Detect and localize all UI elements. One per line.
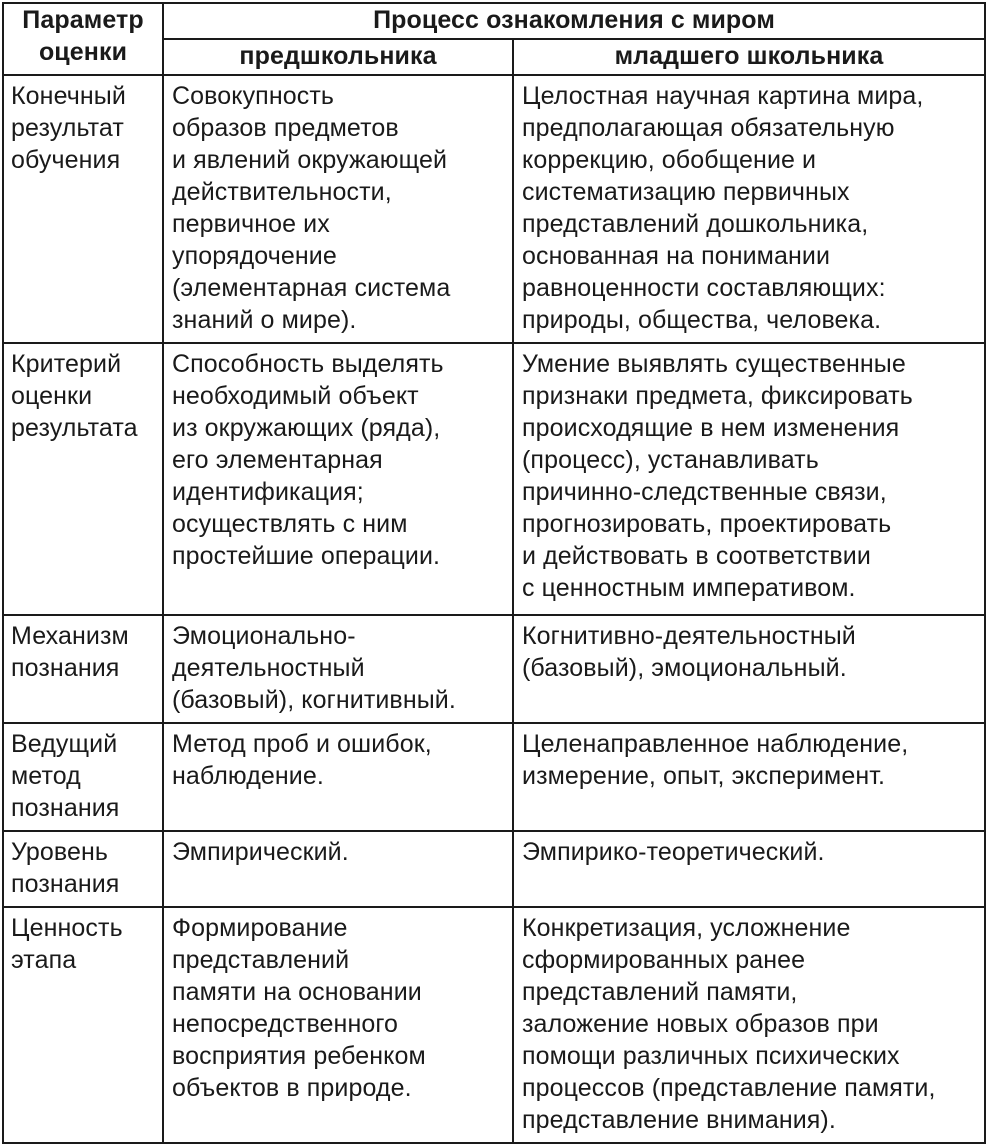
cell-line: познания (11, 794, 120, 822)
cell-junior (513, 615, 985, 723)
cell-line: и действовать в соответствии (522, 542, 871, 570)
cell-line: равноценности составляющих: (522, 274, 886, 302)
cell-parameter (3, 615, 163, 723)
cell-line: Эмоционально- (172, 622, 356, 650)
cell-line: коррекцию, обобщение и (522, 146, 817, 174)
cell-line: непосредственного (172, 1010, 399, 1038)
cell-line: представлений дошкольника, (522, 210, 869, 238)
header-col-junior: младшего школьника (513, 39, 985, 75)
cell-parameter (3, 343, 163, 615)
cell-line: основанная на понимании (522, 242, 831, 270)
cell-line: сформированных ранее (522, 946, 806, 974)
table-row (3, 831, 985, 907)
cell-junior (513, 907, 985, 1143)
cell-line: представлений памяти, (522, 978, 798, 1006)
cell-line: Эмпирико-теоретический. (522, 838, 825, 866)
cell-line: (базовый), когнитивный. (172, 686, 456, 714)
table-row (3, 75, 985, 343)
cell-line: Критерий (11, 350, 122, 378)
cell-parameter (3, 723, 163, 831)
cell-parameter (3, 831, 163, 907)
header-parameter-line: Параметр (22, 6, 144, 34)
cell-line: обучения (11, 146, 121, 174)
cell-line: и явлений окружающей (172, 146, 448, 174)
table-row (3, 615, 985, 723)
cell-line: из окружающих (ряда), (172, 414, 441, 442)
cell-line: Когнитивно-деятельностный (522, 622, 856, 650)
comparison-table (2, 2, 986, 1144)
cell-line: восприятия ребенком (172, 1042, 426, 1070)
header-parameter-lines (8, 4, 158, 68)
cell-line: результат (11, 114, 124, 142)
cell-line: (элементарная система (172, 274, 451, 302)
cell-preschool (163, 907, 513, 1143)
cell-line: представление внимания). (522, 1106, 836, 1134)
cell-line: Умение выявлять существенные (522, 350, 906, 378)
cell-parameter (3, 907, 163, 1143)
cell-line: объектов в природе. (172, 1074, 412, 1102)
cell-line: простейшие операции. (172, 542, 441, 570)
cell-line: Формирование (172, 914, 348, 942)
cell-line: заложение новых образов при (522, 1010, 879, 1038)
cell-line: осуществлять с ним (172, 510, 408, 538)
cell-line: Уровень (11, 838, 109, 866)
cell-line: признаки предмета, фиксировать (522, 382, 913, 410)
cell-line: действительности, (172, 178, 392, 206)
cell-line: измерение, опыт, эксперимент. (522, 762, 886, 790)
cell-line: знаний о мире). (172, 306, 357, 334)
cell-line: его элементарная (172, 446, 383, 474)
cell-line: прогнозировать, проектировать (522, 510, 892, 538)
cell-line: познания (11, 654, 120, 682)
cell-line: (процесс), устанавливать (522, 446, 819, 474)
cell-line: первичное их (172, 210, 330, 238)
cell-preschool (163, 75, 513, 343)
cell-line: Способность выделять (172, 350, 444, 378)
cell-line: наблюдение. (172, 762, 324, 790)
cell-line: Механизм (11, 622, 129, 650)
cell-line: помощи различных психических (522, 1042, 900, 1070)
cell-line: упорядочение (172, 242, 337, 270)
cell-line: оценки (11, 382, 93, 410)
cell-line: образов предметов (172, 114, 399, 142)
cell-line: происходящие в нем изменения (522, 414, 900, 442)
cell-line: природы, общества, человека. (522, 306, 882, 334)
cell-line: Ценность (11, 914, 123, 942)
cell-junior (513, 831, 985, 907)
cell-line: с ценностным императивом. (522, 574, 856, 602)
table-body (3, 75, 985, 1143)
cell-line: Целенаправленное наблюдение, (522, 730, 909, 758)
cell-line: познания (11, 870, 120, 898)
cell-line: систематизацию первичных (522, 178, 850, 206)
cell-line: этапа (11, 946, 77, 974)
cell-line: Метод проб и ошибок, (172, 730, 432, 758)
cell-preschool (163, 343, 513, 615)
cell-line: процессов (представление памяти, (522, 1074, 936, 1102)
cell-line: Конечный (11, 82, 126, 110)
cell-junior (513, 343, 985, 615)
cell-line: деятельностный (172, 654, 365, 682)
cell-preschool (163, 723, 513, 831)
cell-line: причинно-следственные связи, (522, 478, 887, 506)
cell-line: Эмпирический. (172, 838, 349, 866)
cell-parameter (3, 75, 163, 343)
cell-line: (базовый), эмоциональный. (522, 654, 847, 682)
cell-line: идентификация; (172, 478, 364, 506)
cell-line: представлений (172, 946, 350, 974)
header-col-preschool: предшкольника (163, 39, 513, 75)
table-row (3, 907, 985, 1143)
cell-line: Целостная научная картина мира, (522, 82, 924, 110)
header-parameter-line: оценки (38, 38, 128, 66)
table-row (3, 343, 985, 615)
cell-line: Конкретизация, усложнение (522, 914, 851, 942)
cell-junior (513, 75, 985, 343)
cell-line: Ведущий (11, 730, 118, 758)
header-process-title: Процесс ознакомления с миром (163, 3, 985, 39)
header-parameter (3, 3, 163, 75)
cell-line: необходимый объект (172, 382, 419, 410)
cell-preschool (163, 831, 513, 907)
cell-line: Совокупность (172, 82, 335, 110)
cell-junior (513, 723, 985, 831)
cell-line: предполагающая обязательную (522, 114, 895, 142)
cell-line: памяти на основании (172, 978, 422, 1006)
cell-preschool (163, 615, 513, 723)
cell-line: результата (11, 414, 138, 442)
table-row (3, 723, 985, 831)
cell-line: метод (11, 762, 81, 790)
